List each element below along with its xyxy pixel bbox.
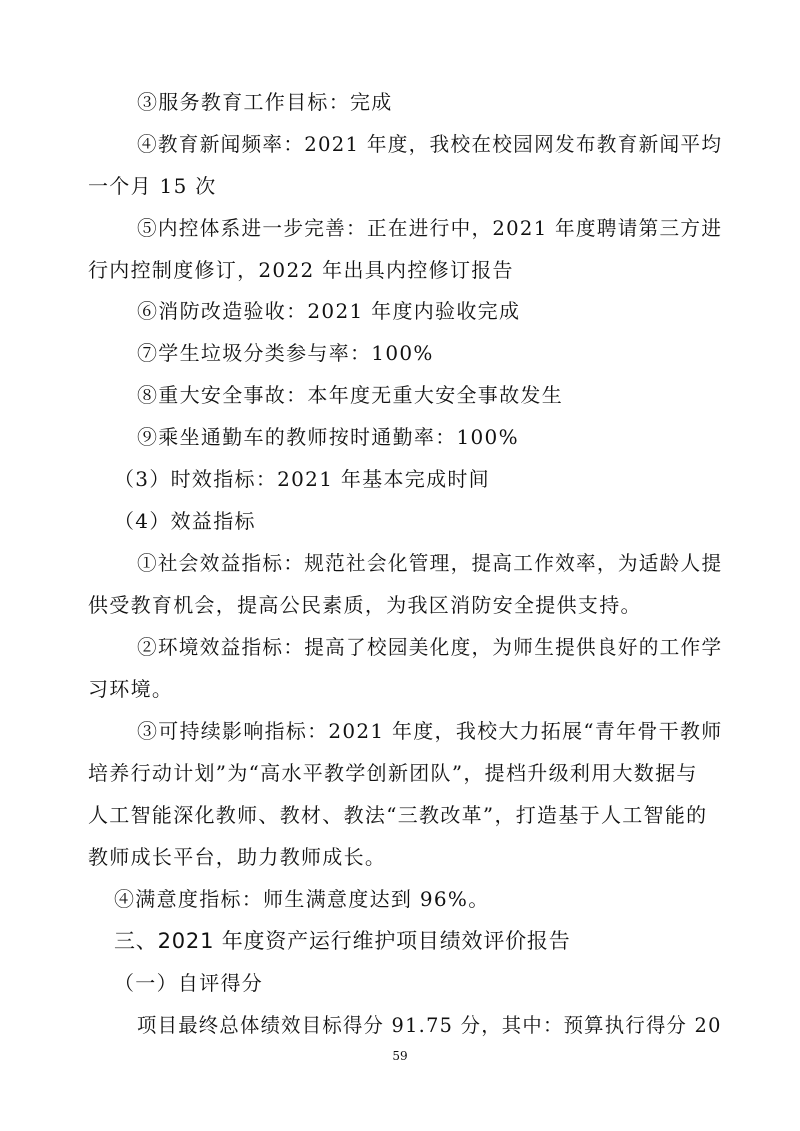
- text-line: ④满意度指标：师生满意度达到 96%。: [114, 887, 490, 911]
- text-line: ②环境效益指标：提高了校园美化度，为师生提供良好的工作学: [137, 635, 723, 659]
- text-line: ⑦学生垃圾分类参与率：100%: [137, 341, 434, 365]
- page-number: 59: [392, 1049, 408, 1063]
- text-line: ⑥消防改造验收：2021 年度内验收完成: [137, 299, 521, 323]
- section-subheading: （4）效益指标: [114, 509, 256, 533]
- section-subheading: （一）自评得分: [114, 971, 264, 995]
- text-line: 人工智能深化教师、教材、教法“三教改革”，打造基于人工智能的: [88, 803, 708, 827]
- text-line: 培养行动计划”为“高水平教学创新团队”，提档升级利用大数据与: [88, 761, 698, 785]
- text-line: 教师成长平台，助力教师成长。: [88, 845, 387, 869]
- text-line: ⑤内控体系进一步完善：正在进行中，2021 年度聘请第三方进: [137, 216, 723, 240]
- text-line: 项目最终总体绩效目标得分 91.75 分，其中：预算执行得分 20: [137, 1013, 722, 1037]
- text-line: 习环境。: [88, 677, 174, 701]
- text-line: ⑧重大安全事故：本年度无重大安全事故发生: [137, 383, 563, 407]
- section-subheading: （3）时效指标：2021 年基本完成时间: [114, 467, 490, 491]
- text-line: ③可持续影响指标：2021 年度，我校大力拓展“青年骨干教师: [137, 719, 723, 743]
- text-line: ①社会效益指标：规范社会化管理，提高工作效率，为适龄人提: [137, 551, 723, 575]
- text-line: 供受教育机会，提高公民素质，为我区消防安全提供支持。: [88, 593, 642, 617]
- text-line: ③服务教育工作目标：完成: [137, 90, 393, 114]
- text-line: ④教育新闻频率：2021 年度，我校在校园网发布教育新闻平均: [137, 132, 723, 156]
- text-line: 行内控制度修订，2022 年出具内控修订报告: [88, 258, 514, 282]
- text-line: ⑨乘坐通勤车的教师按时通勤率：100%: [137, 425, 519, 449]
- section-heading: 三、2021 年度资产运行维护项目绩效评价报告: [114, 929, 571, 953]
- text-line: 一个月 15 次: [88, 174, 217, 198]
